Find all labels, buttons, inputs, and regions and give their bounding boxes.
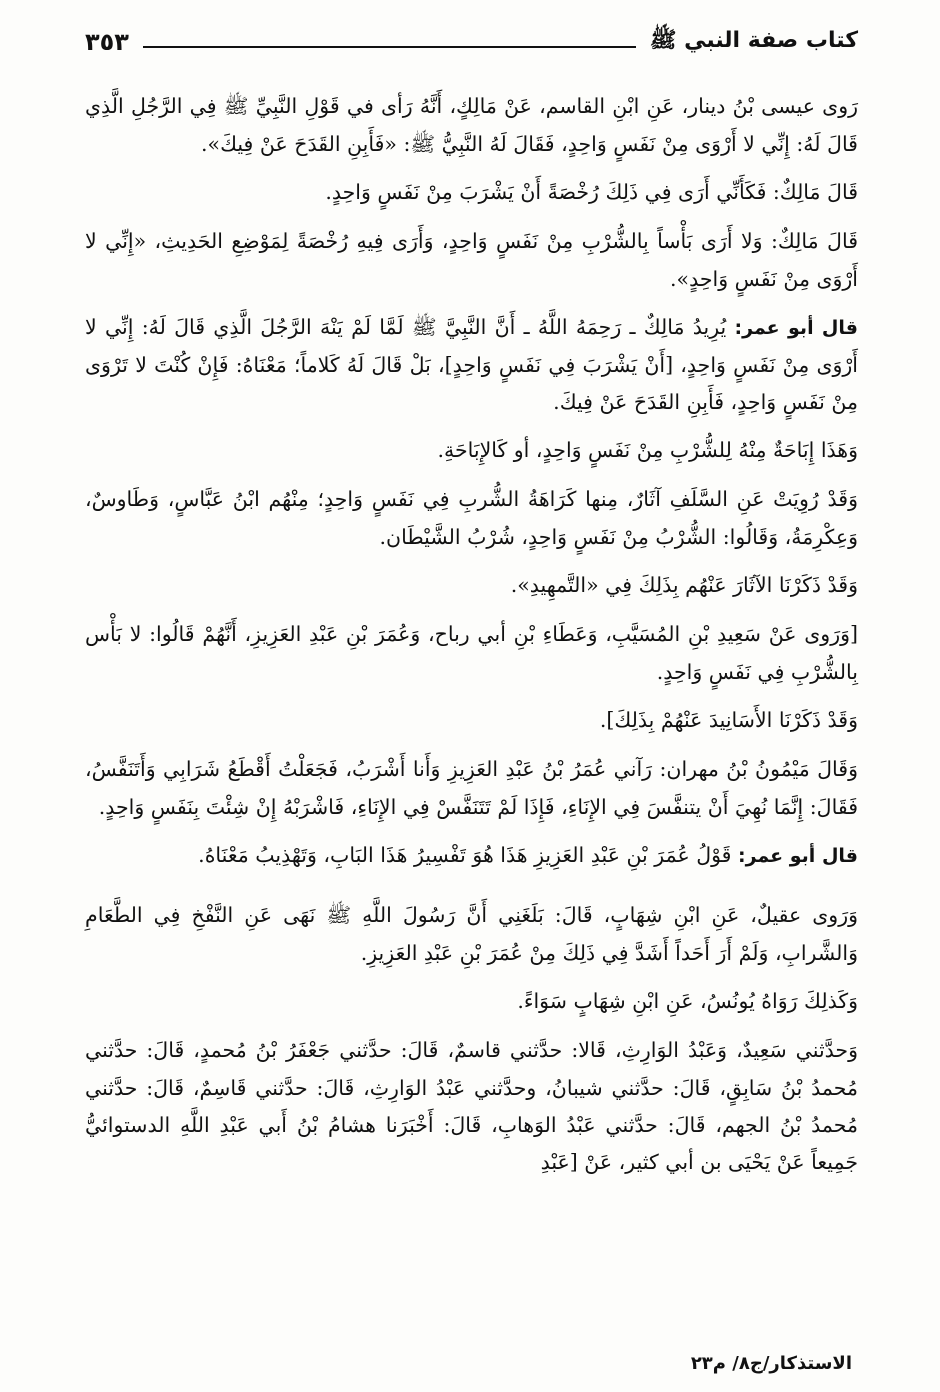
paragraph xyxy=(85,481,858,556)
paragraph-text: وَحدَّثني سَعِيدٌ، وَعَبْدُ الوَارِثِ، قَالا: حدَّثني قاسمٌ، قَالَ: حدَّثني جَعْفَرُ بْنُ مُحمدٍ، قَالَ: حدَّثني مُحمدُ بْنُ سَابِقٍ، قَالَ: حدَّثني شيبانُ، وحدَّثني عَبْدُ الوَارِثِ، قَالَ: حدَّثني قَاسِمٌ، قَالَ: حدَّثني مُحمدُ بْنُ الجهم، قَالَ: حدَّثني عَبْدُ الوَهابِ، قَالَ: أَخْبَرَنا هشامُ بْنُ أَبي عَبْدِ اللَّهِ الدستوائيُّ جَمِيعاً عَنْ يَحْيَى بن أبي كثير، عَنْ [عَبْدِ xyxy=(85,1038,858,1174)
paragraph xyxy=(85,751,858,826)
speaker-label: قال أبو عمر: xyxy=(738,845,858,867)
paragraph-text: رَوى عيسى بْنُ دينار، عَنِ ابْنِ القاسم، عَنْ مَالِكٍ، أَنَّهُ رَأى في قَوْلِ النَّبِيِّ ﷺ فِي الرَّجُلِ الَّذِي قَالَ لَهُ: إِنِّي لا أَرْوَى مِنْ نَفَسٍ وَاحِدٍ، فَقَالَ لَهُ النَّبِيُّ ﷺ: «فَأَبِنِ القَدَحَ عَنْ فِيكَ». xyxy=(85,94,858,156)
paragraph xyxy=(85,1032,858,1181)
running-title: كتاب صفة النبي ﷺ xyxy=(649,28,858,53)
paragraph-text: يُرِيدُ مَالِكٌ ـ رَحِمَهُ اللَّهُ ـ أَنَّ النَّبِيَّ ﷺ لَمَّا لَمْ يَنْهَ الرَّجُلَ الَّذِي قَالَ لَهُ: إِنِّي لا أَرْوَى مِنْ نَفَسٍ وَاحِدٍ، [أَنْ يَشْرَبَ فِي نَفَسٍ وَاحِدٍ]، بَلْ قَالَ لَهُ كَلاماً؛ مَعْنَاهُ: فَإِنْ كُنْتَ لا تَرْوَى مِنْ نَفَسٍ وَاحِدٍ، فَأَبِنِ القَدَحَ عَنْ فِيكَ. xyxy=(85,315,858,414)
paragraph-text: وَكَذلِكَ رَوَاهُ يُونُسُ، عَنِ ابْنِ شِهَابٍ سَوَاءً. xyxy=(517,989,858,1013)
paragraph-text: وَرَوى عقيلٌ، عَنِ ابْنِ شِهَابٍ، قَالَ: بَلَغَنِي أَنَّ رَسُولَ اللَّهِ ﷺ نَهَى عَنِ النَّفْخِ فِي الطَّعَامِ وَالشَّرابِ، وَلَمْ أَرَ أَحَداً أَشَدَّ فِي ذَلِكَ مِنْ عُمَرَ بْنِ عَبْدِ العَزِيزِ. xyxy=(85,903,858,965)
paragraph-text: قَوْلُ عُمَرَ بْنِ عَبْدِ العَزِيزِ هَذَا هُوَ تَفْسِيرُ هَذَا البَابِ، وَتَهْذِيبُ مَعْنَاهُ. xyxy=(198,843,732,867)
header-rule xyxy=(143,46,636,48)
paragraph-text: قَالَ مَالِكٌ: فَكَأَنِّي أَرَى فِي ذَلِكَ رُخْصَةً أَنْ يَشْرَبَ مِنْ نَفَسٍ وَاحِدٍ. xyxy=(325,180,858,204)
paragraph xyxy=(85,897,858,972)
paragraph-text: وَقَدْ ذَكَرْنَا الأَسَانِيدَ عَنْهُمْ بِذَلِكَ]. xyxy=(599,708,858,732)
paragraph xyxy=(85,616,858,691)
paragraph-text: قَالَ مَالِكٌ: وَلا أَرَى بَأْساً بِالشُّرْبِ مِنْ نَفَسٍ وَاحِدٍ، وَأَرَى فِيهِ رُخْصَةً لِمَوْضِعِ الحَدِيثِ، «إِنِّي لا أَرْوَى مِنْ نَفَسٍ وَاحِدٍ». xyxy=(85,229,858,291)
paragraph xyxy=(85,174,858,212)
footer-reference: الاستذكار/ج٨/ م٢٣ xyxy=(690,1353,852,1374)
speaker-label: قال أبو عمر: xyxy=(734,317,858,339)
paragraph-text: وَهَذَا إِبَاحَةٌ مِنْهُ لِلشُّرْبِ مِنْ نَفَسٍ وَاحِدٍ، أو كَالإِبَاحَةِ. xyxy=(437,438,858,462)
paragraph-text: [وَرَوى عَنْ سَعِيدِ بْنِ المُسَيَّبِ، وَعَطَاءِ بْنِ أبي رباح، وَعُمَرَ بْنِ عَبْدِ العَزِيزِ، أَنَّهُمْ قَالُوا: لا بَأْس بِالشُّرْبِ فِي نَفَسٍ وَاحِدٍ. xyxy=(85,622,858,684)
paragraph-text: وَقَدْ ذَكَرْنَا الآثَارَ عَنْهُم بِذَلِكَ فِي «التَّمهِيدِ». xyxy=(510,573,858,597)
paragraph xyxy=(85,837,858,875)
paragraph xyxy=(85,432,858,470)
paragraph xyxy=(85,702,858,740)
paragraph xyxy=(85,223,858,298)
page-header xyxy=(85,22,858,62)
paragraph xyxy=(85,309,858,421)
paragraph-text: وَقَدْ رُوِيَتْ عَنِ السَّلَفِ آثَارٌ، مِنها كَرَاهَةُ الشُّربِ فِي نَفَسٍ وَاحِدٍ؛ مِنْهُم ابْنُ عَبَّاسٍ، وَطَاوسٌ، وَعِكْرِمَةُ، وَقَالُوا: الشُّرْبُ مِنْ نَفَسٍ وَاحِدٍ، شُرْبُ الشَّيْطَان. xyxy=(85,487,858,549)
paragraph-text: وَقَالَ مَيْمُونُ بْنُ مهران: رَآني عُمَرُ بْنُ عَبْدِ العَزِيزِ وَأَنا أَشْرَبُ، فَجَعَلْتُ أَقْطَعُ شَرَابِي وَأَتَنَفَّسُ، فَقَالَ: إِنَّمَا نُهِيَ أَنْ يتنفَّسَ فِي الإِنَاءِ، فَإِذَا لَمْ تَتَنَفَّسْ فِي الإِنَاءِ، فَاشْرَبْهُ إِنْ شِئْتَ بِنَفَسٍ وَاحِدٍ. xyxy=(85,757,858,819)
page-number: ٣٥٣ xyxy=(85,28,129,56)
paragraph xyxy=(85,983,858,1021)
paragraph xyxy=(85,567,858,605)
body-text xyxy=(85,88,858,1192)
paragraph xyxy=(85,88,858,163)
